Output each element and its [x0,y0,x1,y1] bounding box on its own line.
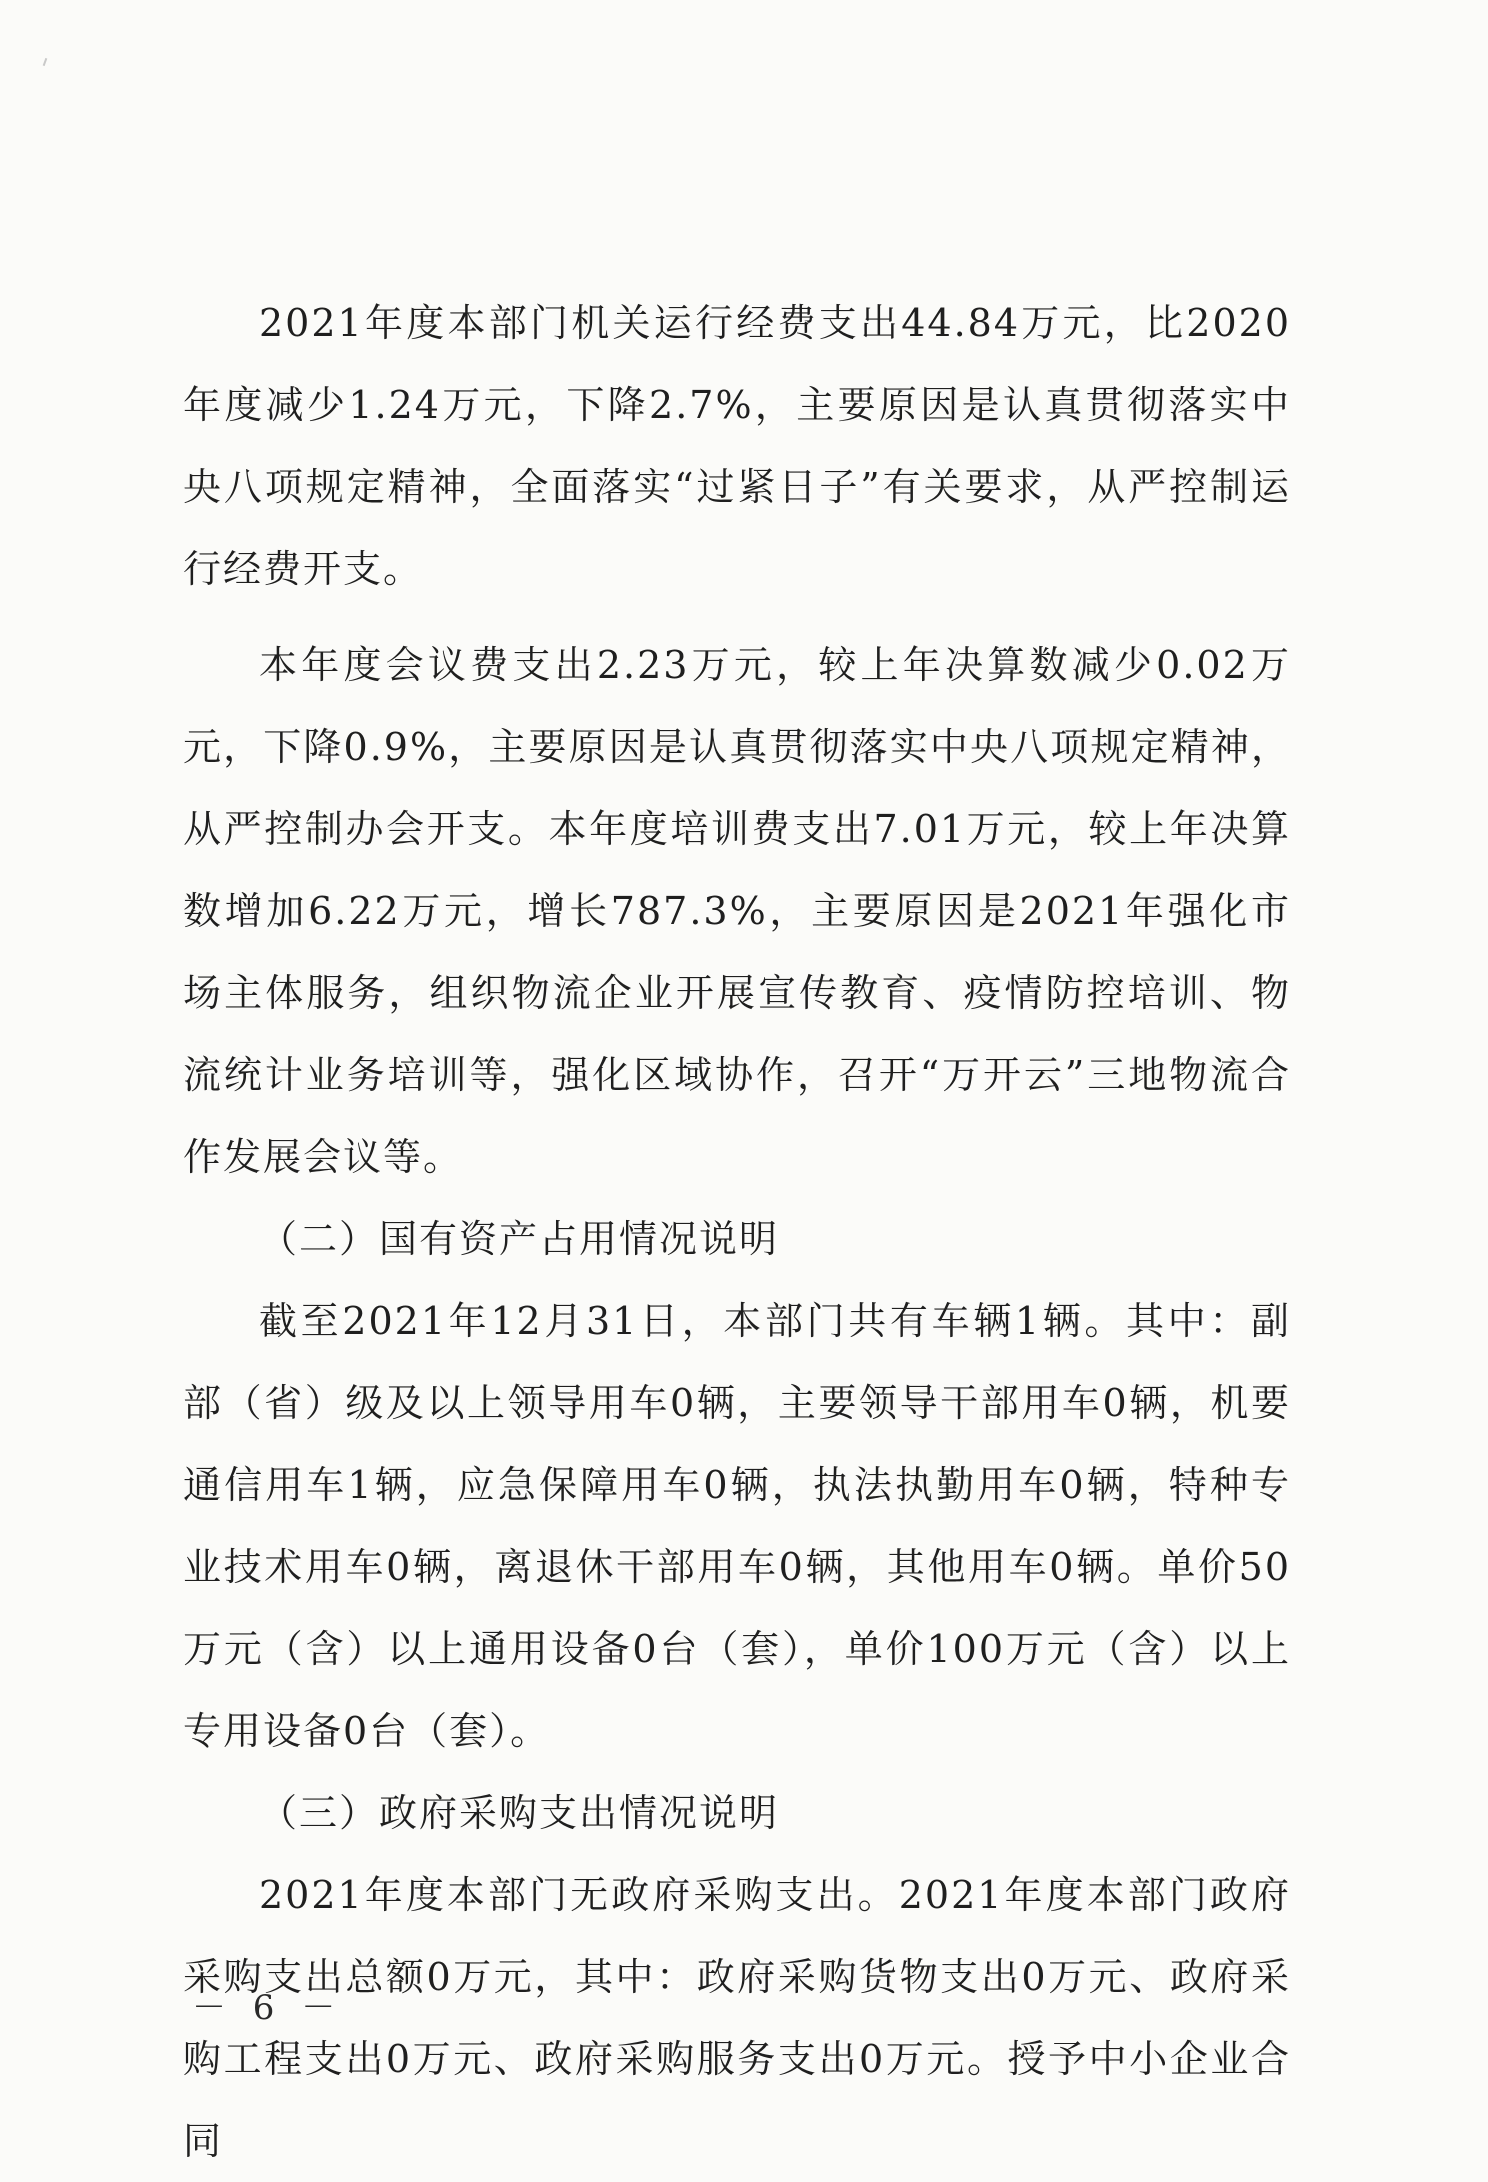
paragraph-vehicles-equipment: 截至2021年12月31日，本部门共有车辆1辆。其中：副部（省）级及以上领导用车0辆，主要领导干部用车0辆，机要通信用车1辆，应急保障用车0辆，执法执勤用车0辆，特种专业技术用车0辆，离退休干部用车0辆，其他用车0辆。单价50万元（含）以上通用设备0台（套），单价100万元（含）以上专用设备0台（套）。 [183,1299,1291,1753]
document-body [183,282,1291,2182]
section-heading-procurement: （三）政府采购支出情况说明 [259,1791,780,1835]
scan-speck [43,58,48,66]
paragraph-meeting-training-expenses: 本年度会议费支出2.23万元，较上年决算数减少0.02万元，下降0.9%，主要原因是认真贯彻落实中央八项规定精神，从严控制办会开支。本年度培训费支出7.01万元，较上年决算数增加6.22万元，增长787.3%，主要原因是2021年强化市场主体服务，组织物流企业开展宣传教育、疫情防控培训、物流统计业务培训等，强化区域协作，召开“万开云”三地物流合作发展会议等。 [183,643,1291,1179]
paragraph-operating-expenses: 2021年度本部门机关运行经费支出44.84万元，比2020年度减少1.24万元，下降2.7%，主要原因是认真贯彻落实中央八项规定精神，全面落实“过紧日子”有关要求，从严控制运行经费开支。 [183,301,1291,591]
page-number: － 6 － [192,1988,344,2028]
paragraph-procurement: 2021年度本部门无政府采购支出。2021年度本部门政府采购支出总额0万元，其中：政府采购货物支出0万元、政府采购工程支出0万元、政府采购服务支出0万元。授予中小企业合同 [183,1873,1291,2163]
section-heading-state-assets: （二）国有资产占用情况说明 [259,1217,780,1261]
